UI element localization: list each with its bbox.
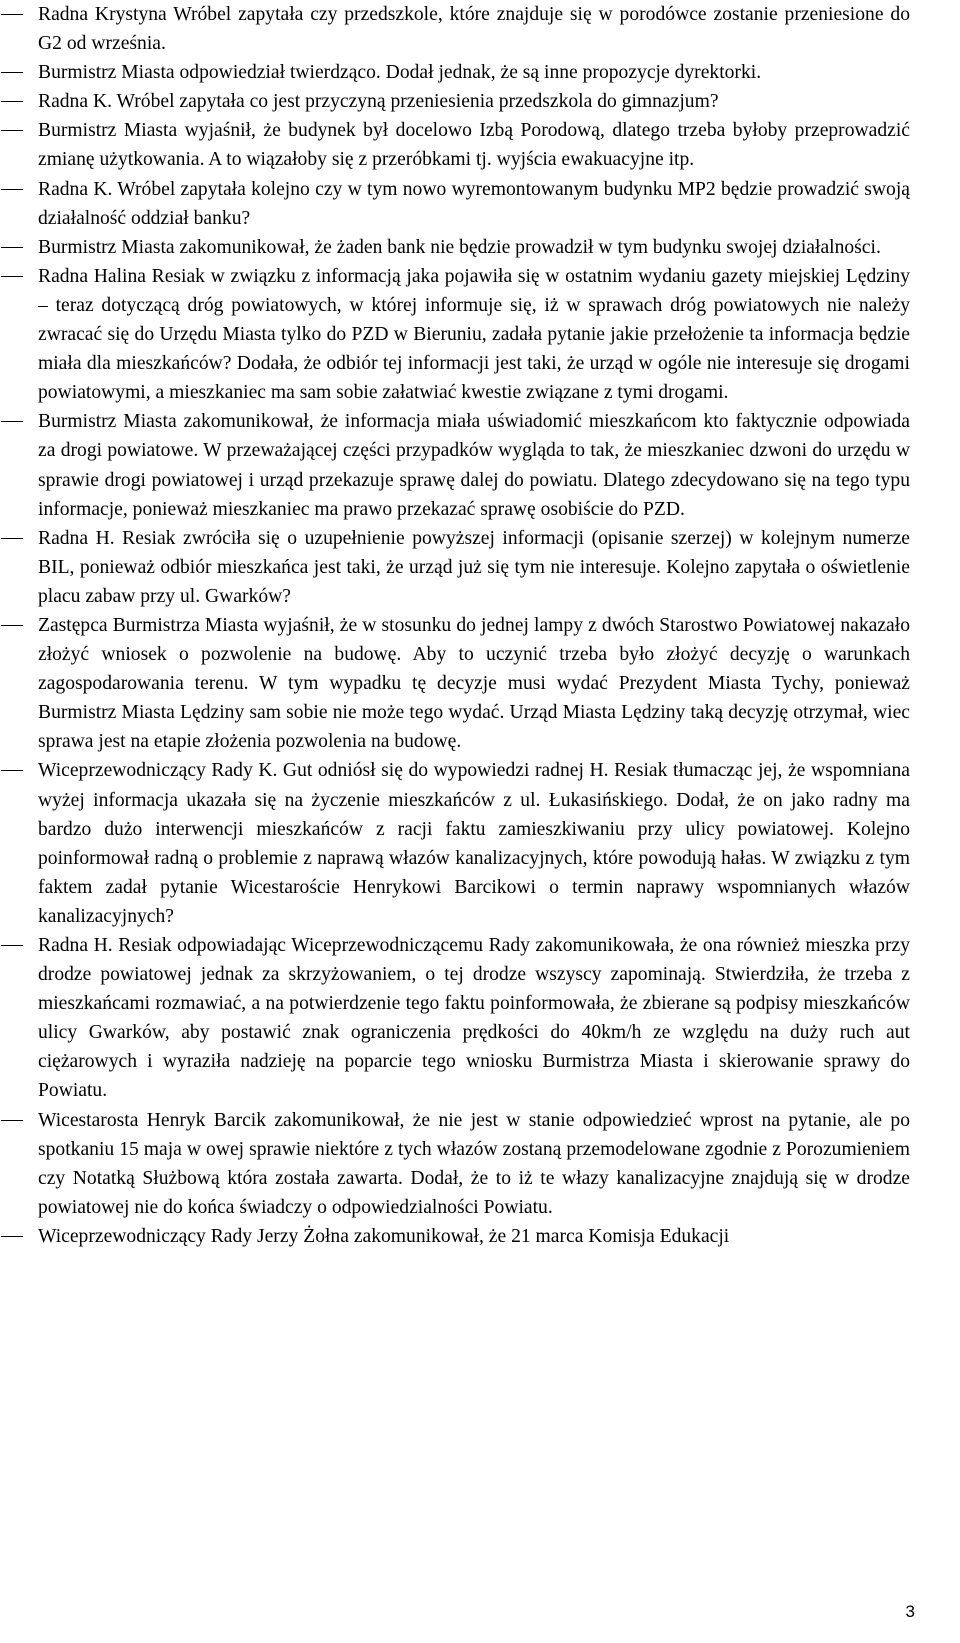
paragraph-text: Radna H. Resiak zwróciła się o uzupełnienie powyższej informacji (opisanie szerzej) w kolejnym numerze BIL, ponieważ odbiór mieszkańca jest taki, że urząd już się tym nie interesuje. Kolejno zapytała o oświetlenie placu zabaw przy ul. Gwarków? (38, 527, 910, 607)
paragraph-item (0, 175, 910, 233)
paragraph-text: Wiceprzewodniczący Rady Jerzy Żołna zakomunikował, że 21 marca Komisja Edukacji (38, 1225, 730, 1247)
paragraph-item (0, 0, 910, 58)
dash-bullet-icon (1, 538, 23, 539)
paragraph-text: Burmistrz Miasta zakomunikował, że żaden bank nie będzie prowadził w tym budynku swojej działalności. (38, 236, 881, 258)
paragraph-item (0, 233, 910, 262)
paragraph-text: Burmistrz Miasta wyjaśnił, że budynek był docelowo Izbą Porodową, dlatego trzeba byłoby przeprowadzić zmianę użytkowania. A to wiązałoby się z przeróbkami tj. wyjścia ewakuacyjne itp. (38, 120, 910, 171)
paragraph-item (0, 524, 910, 611)
dash-bullet-icon (1, 14, 23, 15)
paragraph-item (0, 756, 910, 931)
paragraph-text: Wicestarosta Henryk Barcik zakomunikował, że nie jest w stanie odpowiedzieć wprost na pytanie, ale po spotkaniu 15 maja w owej sprawie niektóre z tych włazów zostaną przemodelowane zgodnie z Porozumieniem czy Notatką Służbową która została zawarta. Dodał, że to iż te włazy kanalizacyjne znajdują się w drodze powiatowej nie do końca świadczy o odpowiedzialności Powiatu. (38, 1109, 910, 1218)
paragraph-text: Burmistrz Miasta odpowiedział twierdząco. Dodał jednak, że są inne propozycje dyrektorki. (38, 62, 762, 84)
paragraph-text: Radna K. Wróbel zapytała co jest przyczyną przeniesienia przedszkola do gimnazjum? (38, 91, 719, 113)
dash-bullet-icon (1, 72, 23, 73)
dash-bullet-icon (1, 625, 23, 626)
paragraph-item (0, 116, 910, 174)
dash-bullet-icon (1, 247, 23, 248)
dash-bullet-icon (1, 276, 23, 277)
dash-bullet-icon (1, 1120, 23, 1121)
paragraph-item (0, 1222, 910, 1251)
paragraph-text: Radna Halina Resiak w związku z informacją jaka pojawiła się w ostatnim wydaniu gazety miejskiej Lędziny – teraz dotyczącą dróg powiatowych, w której informuje się, iż w sprawach dróg powiatowych nie należy zwracać się do Urzędu Miasta tylko do PZD w Bieruniu, zadała pytanie jakie przełożenie ta informacja będzie miała dla mieszkańców? Dodała, że odbiór tej informacji jest taki, że urząd w ogóle nie interesuje się drogami powiatowymi, a mieszkaniec ma sam sobie załatwiać kwestie związane z tymi drogami. (38, 265, 910, 404)
paragraph-text: Zastępca Burmistrza Miasta wyjaśnił, że w stosunku do jednej lampy z dwóch Starostwo Powiatowej nakazało złożyć wniosek o pozwolenie na budowę. Aby to uczynić trzeba było złożyć decyzję o warunkach zagospodarowania terenu. W tym wypadku tę decyzje musi wydać Prezydent Miasta Tychy, ponieważ Burmistrz Miasta Lędziny sam sobie nie może tego wydać. Urząd Miasta Lędziny taką decyzję otrzymał, wiec sprawa jest na etapie złożenia pozwolenia na budowę. (38, 614, 910, 753)
dash-bullet-icon (1, 101, 23, 102)
dash-bullet-icon (1, 130, 23, 131)
paragraph-item (0, 407, 910, 523)
paragraph-item (0, 262, 910, 407)
paragraph-item (0, 611, 910, 756)
dash-bullet-icon (1, 945, 23, 946)
paragraph-text: Radna K. Wróbel zapytała kolejno czy w tym nowo wyremontowanym budynku MP2 będzie prowadzić swoją działalność oddział banku? (38, 178, 910, 229)
paragraph-text: Radna H. Resiak odpowiadając Wiceprzewodniczącemu Rady zakomunikowała, że ona również mieszka przy drodze powiatowej jednak za skrzyżowaniem, o tej drodze wszyscy zapominają. Stwierdziła, że trzeba z mieszkańcami rozmawiać, a na potwierdzenie tego faktu poinformowała, że zbierane są podpisy mieszkańców ulicy Gwarków, aby postawić znak ograniczenia prędkości do 40km/h ze względu na duży ruch aut ciężarowych i wyraziła nadzieję na poparcie tego wniosku Burmistrza Miasta i skierowanie sprawy do Powiatu. (38, 935, 910, 1102)
dash-bullet-icon (1, 1236, 23, 1237)
paragraph-item (0, 931, 910, 1106)
dash-bullet-icon (1, 189, 23, 190)
paragraph-text: Wiceprzewodniczący Rady K. Gut odniósł się do wypowiedzi radnej H. Resiak tłumacząc jej, że wspomniana wyżej informacja ukazała się na życzenie mieszkańców z ul. Łukasińskiego. Dodał, że on jako radny ma bardzo dużo interwencji mieszkańców z racji faktu zamieszkiwaniu przy ulicy powiatowej. Kolejno poinformował radną o problemie z naprawą włazów kanalizacyjnych, które powodują hałas. W związku z tym faktem zadał pytanie Wicestaroście Henrykowi Barcikowi o termin naprawy wspomnianych włazów kanalizacyjnych? (38, 760, 910, 927)
dash-bullet-icon (1, 770, 23, 771)
paragraph-text: Radna Krystyna Wróbel zapytała czy przedszkole, które znajduje się w porodówce zostanie przeniesione do G2 od września. (38, 4, 910, 55)
paragraph-item (0, 87, 910, 116)
paragraph-item (0, 1106, 910, 1222)
paragraph-text: Burmistrz Miasta zakomunikował, że informacja miała uświadomić mieszkańcom kto faktycznie odpowiada za drogi powiatowe. W przeważającej części przypadków wygląda to tak, że mieszkaniec dzwoni do urzędu w sprawie drogi powiatowej i urząd przekazuje sprawę dalej do powiatu. Dlatego zdecydowano się na tego typu informacje, ponieważ mieszkaniec ma prawo przekazać sprawę osobiście do PZD. (38, 411, 910, 520)
paragraph-item (0, 58, 910, 87)
page-number: 3 (905, 1602, 915, 1621)
dash-bullet-icon (1, 421, 23, 422)
